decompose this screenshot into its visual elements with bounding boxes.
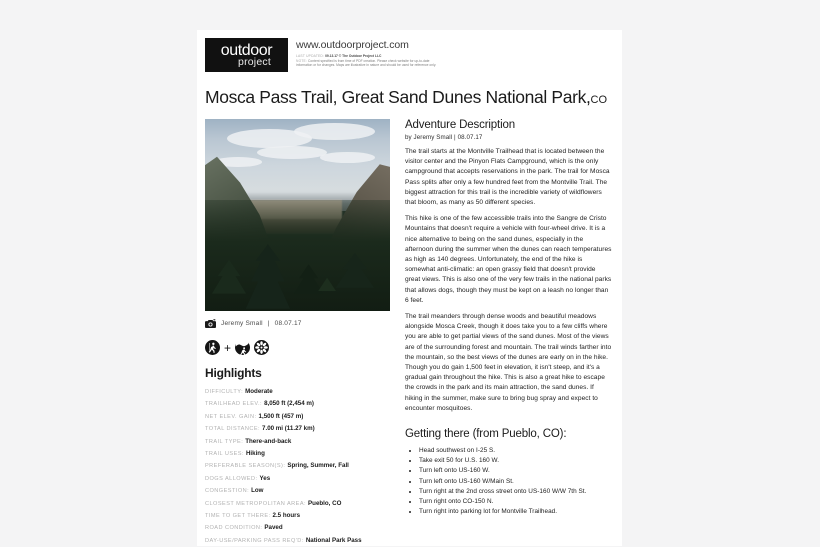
page-title-state: CO — [590, 94, 608, 106]
hiking-icon — [205, 340, 220, 355]
photo-forest — [205, 200, 390, 311]
header-fineprint — [296, 54, 444, 68]
highlight-spec-value: Pueblo, CO — [308, 499, 342, 507]
highlight-spec-value: 7.00 mi (11.27 km) — [262, 425, 315, 433]
photo-credit — [205, 319, 391, 328]
description-paragraph: The trail meanders through dense woods and beautiful meadows alongside Mosca Creek, though it does take you to a few cliffs where you are able to get partial views of the sand dunes. Most of the views are of the surrounding forest and mountain. The trail winds farther into the mountain, so the best views of the dunes are early on in the hike. Though you do gain 1,500 feet in elevation, it isn't steep, and it's a gradual gain throughout the hike. This is also a great hike to escape the crowds in the park and its main attraction, the sand dunes. If hiking in the summer, make sure to bring bug spray and expect to encounter mosquitoes. — [405, 313, 612, 412]
hero-photo — [205, 119, 390, 311]
highlight-spec-label: DOGS ALLOWED: — [205, 475, 258, 482]
direction-step: • Turn right onto CO-150 N. — [419, 497, 612, 507]
highlight-spec-label: PREFERABLE SEASON(S): — [205, 463, 286, 470]
photo-credit-date: 08.07.17 — [274, 320, 302, 327]
last-updated-value: 09.13.17 © The Outdoor Project LLC — [325, 54, 382, 58]
direction-step: • Take exit 50 for U.S. 160 W. — [419, 456, 612, 466]
highlight-spec-row — [205, 485, 391, 497]
left-column — [205, 119, 391, 547]
outdoor-project-logo — [205, 38, 288, 72]
highlight-spec-row — [205, 535, 391, 547]
highlight-spec-label: TRAILHEAD ELEV.: — [205, 401, 263, 408]
photo-tree — [331, 253, 379, 311]
note-line — [296, 59, 444, 68]
description-paragraph: The trail starts at the Montville Trailhead that is located between the visitor center and the Pinyon Flats Campground, which is the only campground that accepts reservations in the park. The trail for Mosca Pass splits after only a few hundred feet from the Montville Trail. The biggest attraction for this trail is the incredible variety of wildflowers that bloom, as many as 50 different species. — [405, 148, 610, 207]
highlight-spec-value: Moderate — [245, 388, 273, 395]
photo-tree — [312, 278, 342, 311]
description-paragraph: This hike is one of the few accessible trails into the Sangre de Cristo Mountains that doesn't require a vehicle with four-wheel drive. It is a nice alternative to being on the sand dunes, especially in the afternoon during the summer when the dunes can reach temperatures as high as 140 degrees. Unfortunately, the end of the hike is somewhat anti-climatic: an open grassy field that doesn't provide great views. This is also one of the very few trails in the national parks that allows dogs, though they must be kept on a leash no longer than 6 feet. — [405, 215, 612, 304]
highlight-spec-value: National Park Pass — [305, 536, 362, 544]
direction-step: • Turn right at the 2nd cross street onto US-160 W/W 7th St. — [419, 487, 612, 497]
highlights-heading: Highlights — [205, 366, 262, 380]
highlight-spec-row — [205, 423, 391, 435]
highlight-spec-label: TRAIL USES: — [205, 451, 244, 458]
highlight-spec-row — [205, 411, 391, 423]
logo-line-secondary: project — [238, 55, 271, 68]
highlight-spec-value: There-and-back — [245, 437, 292, 445]
wildflowers-icon — [254, 340, 269, 355]
right-column — [405, 119, 612, 547]
highlight-spec-row — [205, 510, 391, 522]
photo-credit-separator: | — [267, 320, 270, 327]
highlight-spec-value: 1,500 ft (457 m) — [258, 412, 304, 420]
camera-icon — [205, 319, 216, 328]
highlight-spec-label: CLOSEST METROPOLITAN AREA: — [205, 500, 307, 507]
direction-step: • Turn left onto US-160 W. — [419, 466, 612, 476]
highlight-spec-label: TIME TO GET THERE: — [205, 513, 271, 520]
highlight-spec-value: Yes — [259, 474, 271, 482]
sand-dunes-hiking-icon — [235, 340, 250, 355]
highlight-spec-row — [205, 460, 391, 472]
highlight-spec-label: DAY-USE/PARKING PASS REQ'D: — [205, 537, 304, 544]
description-paragraphs — [405, 147, 612, 414]
direction-step: • Turn right into parking lot for Montville Trailhead. — [419, 507, 612, 517]
photo-tree — [209, 260, 250, 311]
activity-icons — [205, 340, 391, 355]
page-title-name: Mosca Pass Trail, Great Sand Dunes National Park, — [205, 87, 591, 107]
page-title — [205, 87, 612, 110]
header-meta — [296, 38, 444, 68]
direction-step: • Turn left onto US-160 W/Main St. — [419, 477, 612, 487]
description-byline: by Jeremy Small | 08.07.17 — [405, 134, 483, 141]
note-value: Content specified is from time of PDF creation. Please check website for up-to-date information or for changes. Maps are illustrative in nature and should be used for reference only. — [296, 58, 437, 68]
directions-heading: Getting there (from Pueblo, CO): — [405, 428, 567, 441]
highlight-spec-row — [205, 386, 391, 398]
highlight-spec-value: Spring, Summer, Fall — [287, 462, 349, 470]
highlight-spec-label: ROAD CONDITION: — [205, 525, 263, 532]
direction-step: • Head southwest on I-25 S. — [419, 446, 612, 456]
highlight-spec-label: TOTAL DISTANCE: — [205, 426, 261, 433]
highlight-spec-value: 8,050 ft (2,454 m) — [264, 400, 314, 408]
highlight-spec-row — [205, 448, 391, 460]
highlight-spec-row — [205, 522, 391, 534]
photo-cloud — [294, 123, 375, 140]
highlight-spec-label: TRAIL TYPE: — [205, 438, 244, 445]
directions-list — [405, 446, 612, 517]
highlight-spec-label: CONGESTION: — [205, 488, 250, 495]
highlight-spec-row — [205, 473, 391, 485]
content-columns — [205, 119, 612, 547]
highlight-spec-row — [205, 436, 391, 448]
description-heading: Adventure Description — [405, 119, 515, 131]
highlight-spec-label: NET ELEV. GAIN: — [205, 413, 257, 420]
highlight-spec-value: 2.5 hours — [272, 512, 301, 520]
site-url[interactable]: www.outdoorproject.com — [296, 39, 409, 51]
highlight-spec-row — [205, 398, 391, 410]
logo-line-primary: outdoor — [220, 41, 273, 59]
photo-tree — [246, 244, 290, 309]
photo-cloud — [320, 152, 376, 164]
page-header — [205, 38, 612, 72]
highlight-spec-row — [205, 498, 391, 510]
highlight-spec-value: Paved — [264, 524, 283, 532]
highlight-spec-value: Low — [251, 487, 264, 495]
highlights-list — [205, 386, 391, 547]
note-label: NOTE: — [296, 58, 308, 63]
last-updated-label: LAST UPDATED: — [296, 54, 325, 58]
highlight-spec-label: DIFFICULTY: — [205, 389, 244, 395]
document-page — [197, 30, 622, 546]
photo-credit-author: Jeremy Small — [221, 320, 263, 327]
activity-plus-separator: + — [224, 340, 232, 355]
highlight-spec-value: Hiking — [245, 450, 265, 458]
